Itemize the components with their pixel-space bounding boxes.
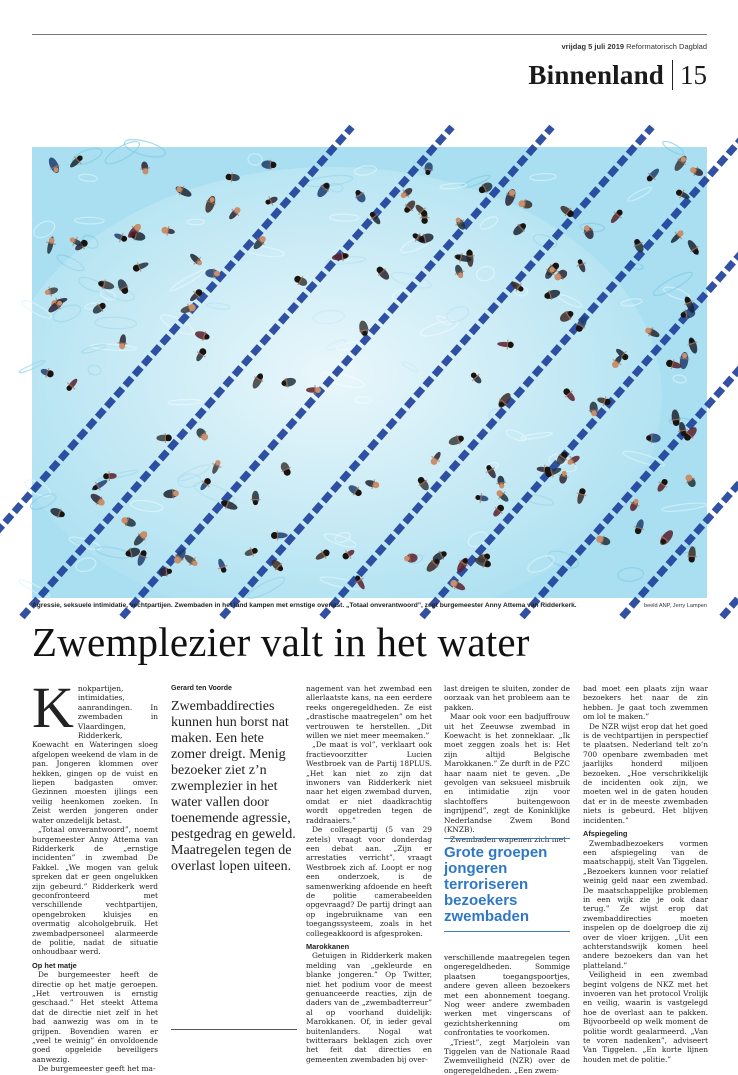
sun-glare bbox=[2, 167, 662, 627]
paragraph: nokpartijen, intimidaties, aanrandingen. In zwembaden in Vlaardingen, Ridderkerk, Koewacht en Wateringen sloeg afgelopen weekend de vlam in de pan. Jongeren klommen over hekken, gingen op de vuist en liepen badgasten omver. Gezinnen moesten ijlings een veilig heenkomen zoeken. In Zeist werden jongeren onder water onzedelijk betast. bbox=[32, 684, 158, 825]
photo-caption bbox=[32, 602, 707, 609]
top-rule bbox=[32, 34, 707, 35]
section-divider bbox=[672, 60, 673, 90]
paragraph: De burgemeester heeft de directie op het matje geroepen. „Het vertrouwen is ernstig geschaad.” Het steekt Attema dat de directie niet zelf in het bad aanwezig was om in te grijpen. Bovendien waren er „veel te weinig” én onvoldoende goed opgeleide beveiligers aanwezig. bbox=[32, 970, 158, 1064]
section-header bbox=[528, 58, 707, 92]
pull-quote-rule bbox=[444, 931, 570, 932]
paragraph: Getuigen in Ridderkerk maken melding van „gekleurde en blanke jongeren.” Op Twitter, niet het podium voor de meest genuanceerde reacties, zijn de daders van de „zwembadterreur” al op voorhand duidelijk: Marokkanen. Of, in ieder geval buitenlanders. Nogal wat twitteraars beklagen zich over het feit dat directies en gemeenten zwembaden bij over- bbox=[306, 951, 432, 1064]
article-column-4-continued bbox=[444, 953, 570, 1075]
section-name: Binnenland bbox=[528, 60, 664, 91]
subheading: Afspiegeling bbox=[583, 829, 708, 838]
swimmer-head bbox=[315, 387, 321, 393]
paragraph: Veiligheid in een zwembad begint volgens de NKZ met het invoeren van het protocol Vrolijk en veilig, waarin is vastgelegd hoe de overlast aan te pakken. Bijvoorbeeld op welk moment de politie wordt gealarmeerd. „Van te voren nadenken”, adviseert Van Tiggelen. „En korte lijnen houden met de politie.” bbox=[583, 970, 708, 1064]
pool-aerial-image bbox=[32, 147, 707, 598]
swimmer-arms bbox=[687, 556, 697, 557]
paragraph: Zwembaden wapenen zich met bbox=[444, 835, 570, 844]
byline: Gerard ten Voorde bbox=[171, 684, 297, 693]
paragraph: „Totaal onverantwoord”, noemt burgemeester Anny Attema van Ridderkerk de „ernstige incidenten” in zwembad De Fakkel. „We mogen van geluk spreken dat er geen ongelukken zijn gebeurd.” Ridderkerk werd geconfronteerd met verschillende vechtpartijen, opengebroken kluisjes en overmatig alcoholgebruik. Het zwembadpersoneel alarmeerde de politie, nadat de situatie onhoudbaar werd. bbox=[32, 825, 158, 957]
paragraph: bad moet een plaats zijn waar bezoekers het naar de zin hebben. Je gaat toch zwemmen om lol te maken.” bbox=[583, 684, 708, 722]
dateline bbox=[562, 42, 708, 51]
paper-name: Reformatorisch Dagblad bbox=[626, 42, 707, 51]
subheading: Op het matje bbox=[32, 961, 158, 970]
pull-quote-text: Grote groepen jongeren terroriseren bezoekers zwembaden bbox=[444, 845, 570, 925]
swimmer-arms bbox=[270, 160, 271, 170]
pool-photo bbox=[32, 147, 707, 598]
paragraph: Maar ook voor een badjuffrouw uit het Zeeuwse zwembad in Koewacht is het zonneklaar. „Ik moet zeggen zoals het is: Het zijn altijd Belgische Marokkanen.” Ze durft in de PZC haar naam niet te geven. „De gevolgen van seksueel misbruik en intimidatie zijn voor slachtoffers buitengewoon ingrijpend”, zegt de Koninklijke Nederlandse Zwem Bond (KNZB). bbox=[444, 712, 570, 834]
swimmer-arms bbox=[109, 471, 110, 481]
caption-text: Agressie, seksuele intimidatie, vechtpartijen. Zwembaden in het land kampen met ernstige overlast. „Totaal onverantwoord”, zegt burgemeester Anny Attema van Ridderkerk. bbox=[32, 602, 577, 609]
paragraph: nagement van het zwembad een allerlaatste kans, na een eerdere reeks ongeregeldheden. Ze eist „drastische maatregelen” om het vertrouwen te herstellen. „Dit willen we niet meer meemaken.” bbox=[306, 684, 432, 740]
article-column-3 bbox=[306, 684, 432, 1064]
paragraph: verschillende maatregelen tegen ongeregeldheden. Sommige plaatsen toegangspoortjes, andere geven alleen bezoekers met een abonnement toegang. Nog weer andere zwembaden werken met vingerscans of gezichtsherkenning om confrontaties te voorkomen. bbox=[444, 953, 570, 1038]
swimmer-arms bbox=[214, 268, 215, 278]
paragraph: „Triest”, zegt Marjolein van Tiggelen van de Nationale Raad Zwemveiligheid (NZR) over de ongeregeldheden. „Een zwem- bbox=[444, 1038, 570, 1075]
intro-column bbox=[171, 684, 297, 875]
article-column-5 bbox=[583, 684, 708, 1064]
swimmer-arms bbox=[589, 410, 599, 411]
page-number: 15 bbox=[680, 60, 707, 91]
paragraph: „De maat is vol”, verklaart ook fractievoorzitter Lucien Westbroek van de Partij 18PLUS. „Het kan niet zo zijn dat inwoners van Ridderkerk niet naar het eigen zwembad durven, omdat er niet daadkrachtig wordt opgetreden tegen de raddraaiers.” bbox=[306, 740, 432, 825]
swimmer-head bbox=[253, 500, 258, 505]
article-column-4 bbox=[444, 684, 570, 844]
intro-rule bbox=[171, 1029, 297, 1030]
paragraph: De collegepartij (5 van 29 zetels) vraagt voor donderdag een debat aan. „Zijn er arrestaties verricht”, vraagt Westbroek zich af. Loopt er nog een onderzoek, is de samenwerking afdoende en heeft de politie camerabeelden opgevraagd? De partij dringt aan op ingebruikname van een toegangssysteem, zoals in het collegeakkoord is afgesproken. bbox=[306, 825, 432, 938]
article-column-1 bbox=[32, 684, 158, 1074]
paragraph: De burgemeester geeft het ma- bbox=[32, 1064, 158, 1073]
headline: Zwemplezier valt in het water bbox=[32, 618, 530, 666]
pull-quote bbox=[444, 838, 570, 932]
paragraph: Zwembadbezoekers vormen een afspiegeling van de maatschappij, stelt Van Tiggelen. „Bezoekers kunnen voor relatief weinig geld naar een zwembad. De maatschappelijke problemen in een wijk zie je ook daar terug.” Ze wijst erop dat zwembaddirecties moeten inspelen op de doelgroep die zij over de vloer krijgen. „Uit een achterstandswijk komen heel andere bezoekers dan van het platteland.” bbox=[583, 839, 708, 971]
paragraph: last dreigen te sluiten, zonder de oorzaak van het probleem aan te pakken. bbox=[444, 684, 570, 712]
photo-credit: beeld ANP, Jerry Lampen bbox=[644, 603, 707, 609]
paragraph: De NZR wijst erop dat het goed is de vechtpartijen in perspectief te plaatsen. Nederland telt zo’n 700 openbare zwembaden met jaarlijks honderd miljoen bezoeken. „Hoe verschrikkelijk de incidenten ook zijn, we moeten wel in de gaten houden dat er in de meeste zwembaden niets is gebeurd. Het blijven incidenten.” bbox=[583, 722, 708, 825]
intro-text: Zwembaddirecties kunnen hun borst nat maken. Een hete zomer dreigt. Menig bezoeker ziet z’n zwemplezier in het water vallen door toenemende agressie, pestgedrag en geweld. Maatregelen tegen de overlast lopen uiteen. bbox=[171, 699, 297, 875]
subheading: Marokkanen bbox=[306, 942, 432, 951]
swimmer-arms bbox=[507, 340, 508, 350]
drop-cap: K bbox=[32, 686, 74, 734]
issue-date: vrijdag 5 juli 2019 bbox=[562, 42, 625, 51]
